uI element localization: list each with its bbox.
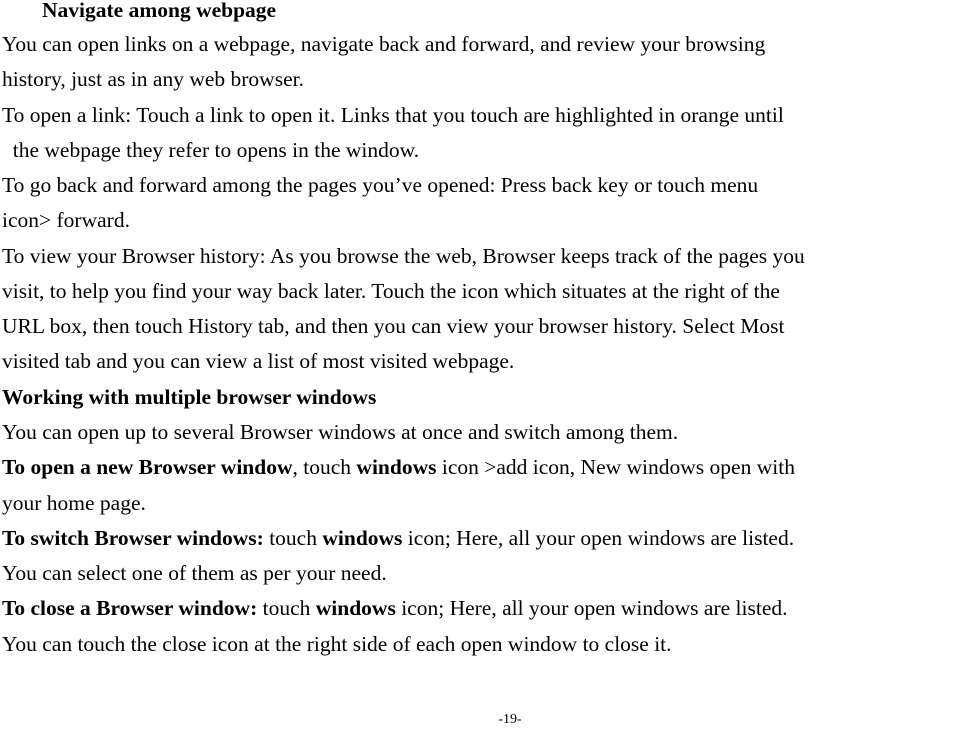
paragraph-line: To open a link: Touch a link to open it. Links that you touch are highlighted in orange until (2, 103, 784, 127)
paragraph-line: To go back and forward among the pages you’ve opened: Press back key or touch menu (2, 173, 759, 197)
paragraph-line: your home page. (2, 491, 146, 515)
inline-text: touch (263, 526, 323, 550)
heading-navigate: Navigate among webpage (42, 0, 277, 22)
bold-word: windows (315, 596, 396, 620)
paragraph-line: You can select one of them as per your need. (2, 561, 387, 585)
paragraph-line: You can open links on a webpage, navigate back and forward, and review your browsing (2, 32, 766, 56)
paragraph-line-close-window (2, 594, 788, 622)
bold-word: windows (322, 526, 403, 550)
paragraph-line: You can touch the close icon at the right side of each open window to close it. (2, 632, 672, 656)
inline-text: , touch (292, 455, 357, 479)
page-number: -19- (498, 712, 522, 727)
bold-phrase: To open a new Browser window (2, 455, 293, 479)
inline-text: touch (257, 596, 316, 620)
inline-text: icon >add icon, New windows open with (436, 455, 795, 479)
inline-text: icon; Here, all your open windows are listed. (395, 596, 788, 620)
paragraph-line: visit, to help you find your way back later. Touch the icon which situates at the right of the (2, 279, 780, 303)
bold-word: windows (356, 455, 437, 479)
paragraph-line: the webpage they refer to opens in the window. (2, 138, 420, 162)
paragraph-line-switch-window (2, 524, 794, 552)
inline-text: icon; Here, all your open windows are listed. (402, 526, 795, 550)
paragraph-line-open-window (2, 453, 795, 481)
heading-multiple-windows: Working with multiple browser windows (2, 385, 377, 409)
paragraph-line: You can open up to several Browser windows at once and switch among them. (2, 420, 679, 444)
paragraph-line: history, just as in any web browser. (2, 67, 304, 91)
paragraph-line: visited tab and you can view a list of most visited webpage. (2, 349, 515, 373)
paragraph-line: To view your Browser history: As you browse the web, Browser keeps track of the pages you (2, 244, 805, 268)
bold-phrase: To close a Browser window: (2, 596, 258, 620)
paragraph-line: icon> forward. (2, 208, 130, 232)
paragraph-line: URL box, then touch History tab, and then you can view your browser history. Select Most (2, 314, 785, 338)
bold-phrase: To switch Browser windows: (2, 526, 264, 550)
